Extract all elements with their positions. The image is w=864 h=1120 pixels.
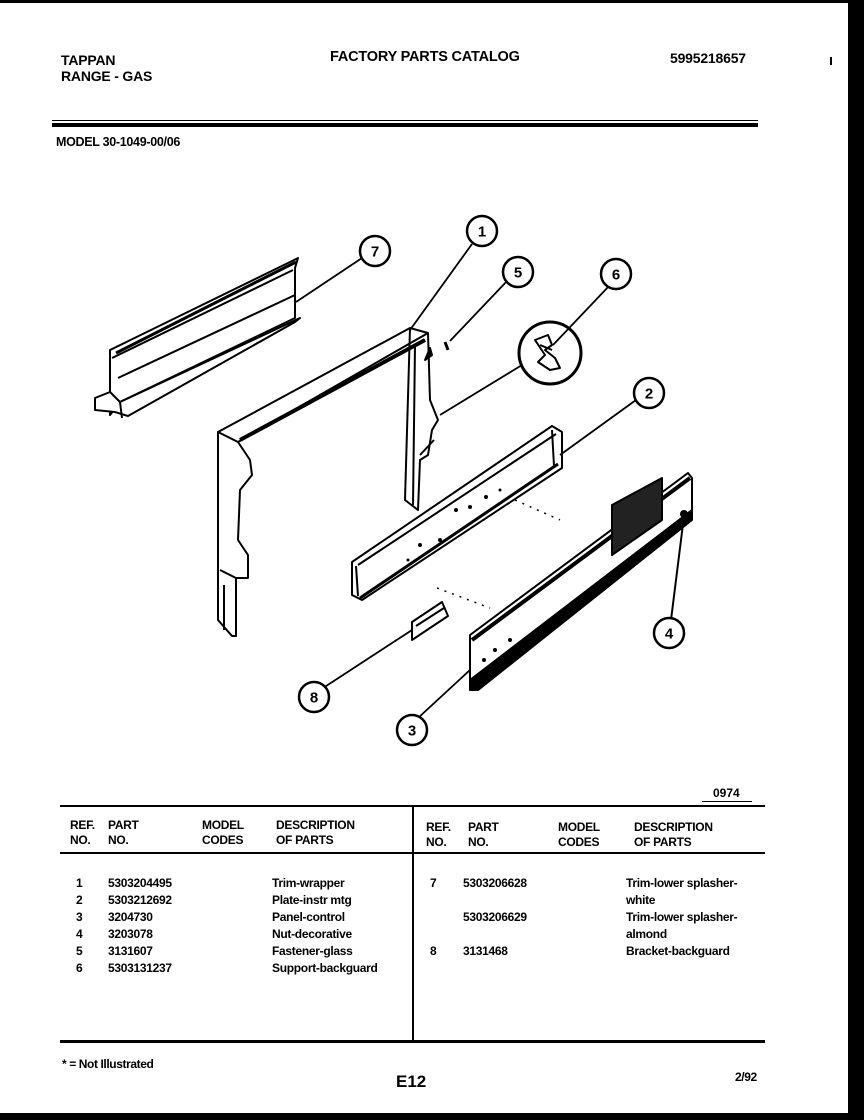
left-ref-column xyxy=(76,875,82,977)
callout-5-number: 5 xyxy=(513,264,523,282)
part-5-fastener xyxy=(445,342,448,350)
model-number: MODEL 30-1049-00/06 xyxy=(56,135,180,149)
catalog-number: 5995218657 xyxy=(670,50,746,66)
header-text: NO. xyxy=(70,833,91,847)
header-text: CODES xyxy=(558,835,600,849)
callout-1-number: 1 xyxy=(477,223,487,241)
header-text: NO. xyxy=(108,833,129,847)
right-row-ref-8: 8 xyxy=(430,944,437,958)
header-part-no-left xyxy=(108,818,139,848)
catalog-title: FACTORY PARTS CATALOG xyxy=(330,49,520,65)
desc-line: Trim-lower splasher- xyxy=(626,876,738,890)
table-row-ref: 4 xyxy=(76,927,83,941)
table-row-desc: Plate-instr mtg xyxy=(272,893,352,907)
callout-4-number: 4 xyxy=(664,625,674,643)
header-description-left xyxy=(276,818,355,848)
header-part-no-right xyxy=(468,820,499,850)
table-column-divider xyxy=(412,805,414,1041)
product-type: RANGE - GAS xyxy=(61,68,153,84)
header-text: PART xyxy=(108,818,139,832)
table-row-part: 5303212692 xyxy=(108,893,172,907)
header-text: PART xyxy=(468,820,499,834)
table-row-part: 3204730 xyxy=(108,910,153,924)
table-row-desc: Fastener-glass xyxy=(272,944,353,958)
table-row-ref: 2 xyxy=(76,893,83,907)
header-text: DESCRIPTION xyxy=(276,818,355,832)
header-text: CODES xyxy=(202,833,244,847)
header-ref-no-left xyxy=(70,818,95,848)
table-row-desc: Nut-decorative xyxy=(272,927,352,941)
right-row-part-7a: 5303206628 xyxy=(463,876,527,890)
header-model-codes-right xyxy=(558,820,600,850)
right-row-part-7b: 5303206629 xyxy=(463,910,527,924)
left-part-column xyxy=(108,875,172,977)
part-8-bracket-backguard xyxy=(412,602,448,640)
table-row-desc: Panel-control xyxy=(272,910,345,924)
header-text: NO. xyxy=(426,835,447,849)
callout-3-number: 3 xyxy=(407,722,417,740)
header-model-codes-left xyxy=(202,818,244,848)
figure-code-rule xyxy=(702,801,752,802)
right-row-desc-7b xyxy=(626,909,737,943)
header-text: OF PARTS xyxy=(276,833,334,847)
figure-code: 0974 xyxy=(713,786,740,800)
table-row-desc: Support-backguard xyxy=(272,961,378,975)
part-1-trim-wrapper xyxy=(218,328,438,636)
header-text: DESCRIPTION xyxy=(634,820,713,834)
header-text: MODEL xyxy=(558,820,600,834)
table-row-ref: 6 xyxy=(76,961,83,975)
header-ref-no-right xyxy=(426,820,451,850)
header-text: MODEL xyxy=(202,818,244,832)
desc-line: white xyxy=(626,893,656,907)
part-7-trim-lower-splasher xyxy=(95,258,300,418)
desc-line: almond xyxy=(626,927,667,941)
header-text: OF PARTS xyxy=(634,835,692,849)
footnote-not-illustrated: * = Not Illustrated xyxy=(62,1057,154,1071)
table-row-ref: 1 xyxy=(76,876,83,890)
scan-bottom-edge xyxy=(0,1113,864,1120)
table-row-desc: Trim-wrapper xyxy=(272,876,345,890)
table-row-ref: 3 xyxy=(76,910,83,924)
table-row-part: 3131607 xyxy=(108,944,153,958)
callout-8-number: 8 xyxy=(309,689,319,707)
callout-2-number: 2 xyxy=(644,385,654,403)
table-row-part: 3203078 xyxy=(108,927,153,941)
header-text: NO. xyxy=(468,835,489,849)
revision-date: 2/92 xyxy=(735,1070,757,1084)
part-6-support-backguard-detail xyxy=(519,322,581,384)
callout-6-number: 6 xyxy=(611,266,621,284)
table-row-part: 5303204495 xyxy=(108,876,172,890)
brand-name: TAPPAN xyxy=(61,52,116,68)
desc-line: Trim-lower splasher- xyxy=(626,910,738,924)
right-row-desc-8: Bracket-backguard xyxy=(626,944,730,958)
header-text: REF. xyxy=(426,820,451,834)
page-identifier: E12 xyxy=(396,1072,427,1091)
callout-7-number: 7 xyxy=(370,243,380,261)
table-row-ref: 5 xyxy=(76,944,83,958)
header-text: REF. xyxy=(70,818,95,832)
right-row-desc-7a xyxy=(626,875,737,909)
left-desc-column xyxy=(272,875,378,977)
part-2-plate-instr-mtg xyxy=(352,426,562,600)
header-description-right xyxy=(634,820,713,850)
right-row-part-8: 3131468 xyxy=(463,944,508,958)
right-row-ref-7: 7 xyxy=(430,876,437,890)
table-row-part: 5303131237 xyxy=(108,961,172,975)
